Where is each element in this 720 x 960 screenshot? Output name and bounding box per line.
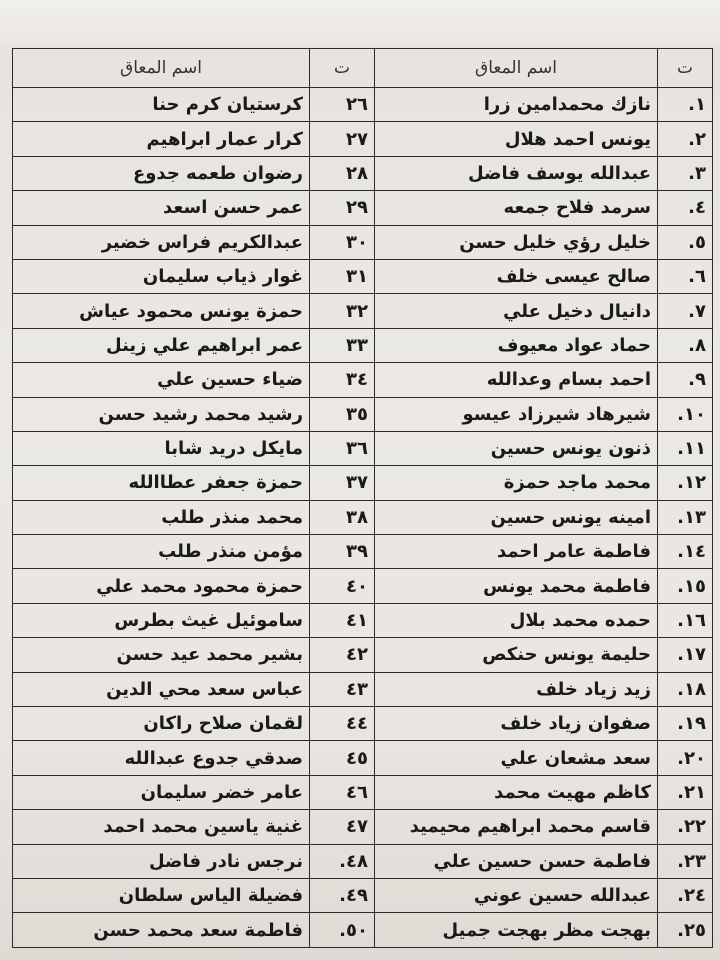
header-num-left: ت: [310, 49, 375, 88]
row-number-left: ٤٣: [310, 672, 375, 706]
person-name-left: عمر ابراهيم علي زينل: [13, 328, 310, 362]
row-number-left: ٣٣: [310, 328, 375, 362]
row-number-left: ٢٦: [310, 88, 375, 122]
row-number-right: ٢٢.: [658, 810, 713, 844]
row-number-right: ١٦.: [658, 603, 713, 637]
person-name-left: ساموئيل غيث بطرس: [13, 603, 310, 637]
row-number-left: ٣٤: [310, 363, 375, 397]
person-name-left: صدقي جدوع عبدالله: [13, 741, 310, 775]
row-number-left: ٤٠: [310, 569, 375, 603]
row-number-right: ١٢.: [658, 466, 713, 500]
person-name-right: سرمد فلاح جمعه: [375, 191, 658, 225]
row-number-right: ١٧.: [658, 638, 713, 672]
row-number-right: ١٥.: [658, 569, 713, 603]
person-name-right: كاظم مهيت محمد: [375, 775, 658, 809]
header-row: [13, 49, 713, 88]
row-number-right: ٨.: [658, 328, 713, 362]
table-row: [13, 638, 713, 672]
table-row: [13, 844, 713, 878]
table-row: [13, 569, 713, 603]
table-row: [13, 259, 713, 293]
row-number-left: ٥٠.: [310, 913, 375, 948]
person-name-left: كرار عمار ابراهيم: [13, 122, 310, 156]
table-row: [13, 775, 713, 809]
row-number-right: ٤.: [658, 191, 713, 225]
row-number-left: ٢٨: [310, 156, 375, 190]
roster-table: [12, 48, 713, 948]
row-number-right: ١١.: [658, 431, 713, 465]
row-number-right: ١٨.: [658, 672, 713, 706]
person-name-left: نرجس نادر فاضل: [13, 844, 310, 878]
row-number-right: ١٣.: [658, 500, 713, 534]
row-number-right: ٢٥.: [658, 913, 713, 948]
row-number-left: ٣٧: [310, 466, 375, 500]
header-name-right: اسم المعاق: [375, 49, 658, 88]
person-name-right: فاطمة حسن حسين علي: [375, 844, 658, 878]
person-name-left: عامر خضر سليمان: [13, 775, 310, 809]
table-row: [13, 225, 713, 259]
person-name-left: فاطمة سعد محمد حسن: [13, 913, 310, 948]
person-name-left: عباس سعد محي الدين: [13, 672, 310, 706]
person-name-right: احمد بسام وعدالله: [375, 363, 658, 397]
row-number-left: ٤٢: [310, 638, 375, 672]
table-row: [13, 156, 713, 190]
person-name-right: عبدالله حسين عوني: [375, 878, 658, 912]
person-name-left: ضياء حسين علي: [13, 363, 310, 397]
person-name-right: صالح عيسى خلف: [375, 259, 658, 293]
table-row: [13, 294, 713, 328]
row-number-left: ٤٤: [310, 707, 375, 741]
table-row: [13, 741, 713, 775]
person-name-left: لقمان صلاح راكان: [13, 707, 310, 741]
person-name-left: رشيد محمد رشيد حسن: [13, 397, 310, 431]
person-name-right: امينه يونس حسين: [375, 500, 658, 534]
row-number-right: ١.: [658, 88, 713, 122]
table-row: [13, 363, 713, 397]
table-row: [13, 878, 713, 912]
row-number-left: ٣٠: [310, 225, 375, 259]
table-row: [13, 191, 713, 225]
person-name-right: صفوان زياد خلف: [375, 707, 658, 741]
person-name-left: بشير محمد عيد حسن: [13, 638, 310, 672]
table-row: [13, 328, 713, 362]
row-number-right: ١٤.: [658, 535, 713, 569]
row-number-right: ٦.: [658, 259, 713, 293]
table-row: [13, 431, 713, 465]
person-name-left: رضوان طعمه جدوع: [13, 156, 310, 190]
table-row: [13, 500, 713, 534]
row-number-left: ٤٩.: [310, 878, 375, 912]
row-number-left: ٣٨: [310, 500, 375, 534]
row-number-right: ٩.: [658, 363, 713, 397]
row-number-right: ٢١.: [658, 775, 713, 809]
header-name-left: اسم المعاق: [13, 49, 310, 88]
person-name-left: محمد منذر طلب: [13, 500, 310, 534]
table-row: [13, 88, 713, 122]
row-number-left: ٤٨.: [310, 844, 375, 878]
row-number-left: ٢٩: [310, 191, 375, 225]
person-name-right: خليل رؤي خليل حسن: [375, 225, 658, 259]
row-number-left: ٤٧: [310, 810, 375, 844]
person-name-left: حمزة جعفر عطاالله: [13, 466, 310, 500]
person-name-left: غنية ياسين محمد احمد: [13, 810, 310, 844]
person-name-right: حليمة يونس حنكص: [375, 638, 658, 672]
person-name-left: مايكل دريد شابا: [13, 431, 310, 465]
row-number-left: ٣٩: [310, 535, 375, 569]
row-number-right: ٧.: [658, 294, 713, 328]
table-row: [13, 707, 713, 741]
header-num-right: ت: [658, 49, 713, 88]
person-name-right: فاطمة محمد يونس: [375, 569, 658, 603]
row-number-left: ٢٧: [310, 122, 375, 156]
paper-top-margin: [0, 0, 720, 46]
person-name-left: عبدالكريم فراس خضير: [13, 225, 310, 259]
row-number-left: ٣٥: [310, 397, 375, 431]
person-name-right: بهجت مظر بهجت جميل: [375, 913, 658, 948]
person-name-left: عمر حسن اسعد: [13, 191, 310, 225]
person-name-left: مؤمن منذر طلب: [13, 535, 310, 569]
row-number-right: ٢٣.: [658, 844, 713, 878]
row-number-right: ٢٠.: [658, 741, 713, 775]
person-name-right: دانيال دخيل علي: [375, 294, 658, 328]
person-name-left: فضيلة الياس سلطان: [13, 878, 310, 912]
table-row: [13, 672, 713, 706]
person-name-left: حمزة يونس محمود عياش: [13, 294, 310, 328]
person-name-left: حمزة محمود محمد علي: [13, 569, 310, 603]
table-row: [13, 122, 713, 156]
person-name-right: يونس احمد هلال: [375, 122, 658, 156]
person-name-right: حماد عواد معيوف: [375, 328, 658, 362]
row-number-right: ١٩.: [658, 707, 713, 741]
person-name-right: نازك محمدامين زرا: [375, 88, 658, 122]
person-name-right: ذنون يونس حسين: [375, 431, 658, 465]
table-row: [13, 810, 713, 844]
row-number-right: ٢٤.: [658, 878, 713, 912]
person-name-right: عبدالله يوسف فاضل: [375, 156, 658, 190]
row-number-left: ٣٢: [310, 294, 375, 328]
person-name-left: كرستيان كرم حنا: [13, 88, 310, 122]
person-name-right: حمده محمد بلال: [375, 603, 658, 637]
row-number-left: ٣٦: [310, 431, 375, 465]
row-number-right: ١٠.: [658, 397, 713, 431]
person-name-right: شيرهاد شيرزاد عيسو: [375, 397, 658, 431]
row-number-left: ٤١: [310, 603, 375, 637]
person-name-right: فاطمة عامر احمد: [375, 535, 658, 569]
person-name-right: سعد مشعان علي: [375, 741, 658, 775]
person-name-right: قاسم محمد ابراهيم محيميد: [375, 810, 658, 844]
row-number-right: ٣.: [658, 156, 713, 190]
person-name-right: محمد ماجد حمزة: [375, 466, 658, 500]
table-row: [13, 603, 713, 637]
row-number-right: ٥.: [658, 225, 713, 259]
roster-body: [13, 88, 713, 948]
row-number-left: ٣١: [310, 259, 375, 293]
table-row: [13, 913, 713, 948]
person-name-left: غوار ذياب سليمان: [13, 259, 310, 293]
table-row: [13, 397, 713, 431]
table-row: [13, 466, 713, 500]
row-number-left: ٤٥: [310, 741, 375, 775]
table-row: [13, 535, 713, 569]
person-name-right: زيد زياد خلف: [375, 672, 658, 706]
row-number-left: ٤٦: [310, 775, 375, 809]
row-number-right: ٢.: [658, 122, 713, 156]
